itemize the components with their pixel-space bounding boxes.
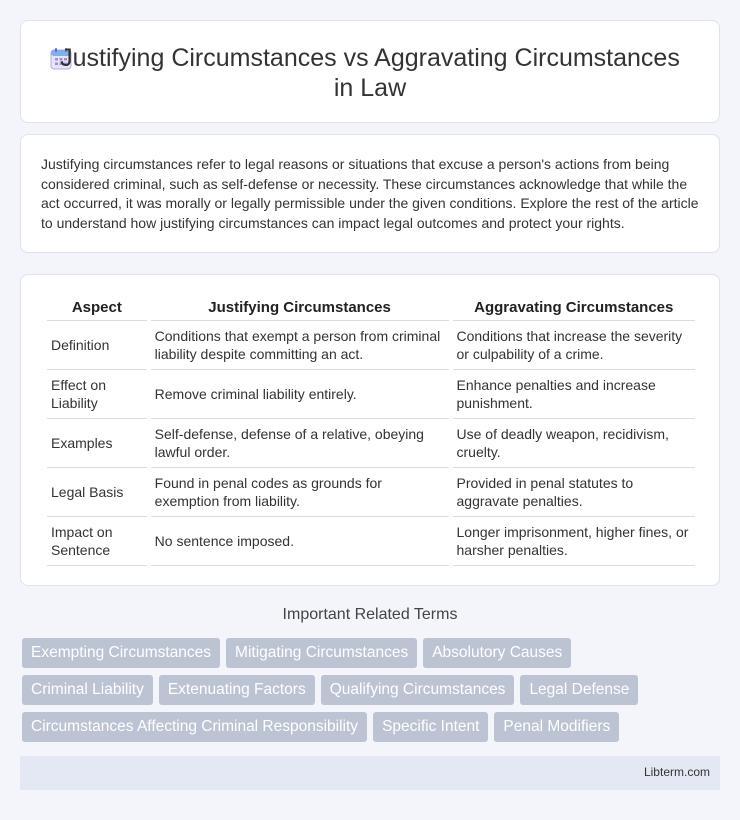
cell-justifying: Conditions that exempt a person from criminal liability despite committing an act. bbox=[151, 321, 449, 370]
comparison-card bbox=[20, 274, 720, 586]
related-terms-title: Important Related Terms bbox=[282, 606, 458, 623]
related-term-tag[interactable]: Circumstances Affecting Criminal Responsibility bbox=[22, 712, 367, 742]
related-term-tag[interactable]: Qualifying Circumstances bbox=[321, 675, 515, 705]
header-justifying: Justifying Circumstances bbox=[151, 295, 449, 321]
cell-aspect: Impact on Sentence bbox=[47, 517, 147, 566]
cell-aggravating: Use of deadly weapon, recidivism, cruelty. bbox=[453, 419, 696, 468]
related-term-tag[interactable]: Exempting Circumstances bbox=[22, 638, 220, 668]
cell-justifying: Found in penal codes as grounds for exemption from liability. bbox=[151, 468, 449, 517]
cell-justifying: Remove criminal liability entirely. bbox=[151, 370, 449, 419]
table-row bbox=[47, 419, 695, 468]
cell-aspect: Examples bbox=[47, 419, 147, 468]
comparison-table bbox=[43, 295, 699, 566]
cell-justifying: Self-defense, defense of a relative, obeying lawful order. bbox=[151, 419, 449, 468]
footer bbox=[20, 756, 720, 790]
header-aspect: Aspect bbox=[47, 295, 147, 321]
cell-aspect: Effect on Liability bbox=[47, 370, 147, 419]
page-title: Justifying Circumstances vs Aggravating Circumstances in Law bbox=[60, 44, 680, 102]
related-term-tag[interactable]: Mitigating Circumstances bbox=[226, 638, 417, 668]
related-term-tag[interactable]: Specific Intent bbox=[373, 712, 488, 742]
table-row bbox=[47, 468, 695, 517]
table-row bbox=[47, 321, 695, 370]
related-term-tag[interactable]: Absolutory Causes bbox=[423, 638, 571, 668]
header-aggravating: Aggravating Circumstances bbox=[453, 295, 696, 321]
header-card bbox=[20, 20, 720, 123]
related-term-tag[interactable]: Extenuating Factors bbox=[159, 675, 315, 705]
cell-justifying: No sentence imposed. bbox=[151, 517, 449, 566]
cell-aspect: Definition bbox=[47, 321, 147, 370]
table-row bbox=[47, 370, 695, 419]
intro-text: Justifying circumstances refer to legal reasons or situations that excuse a person's actions from being considered criminal, such as self-defense or necessity. These circumstances acknowledge that while the act occurred, it was morally or legally permissible under the given conditions. Explore the rest of the article to understand how justifying circumstances can impact legal outcomes and protect your rights. bbox=[41, 156, 699, 231]
intro-card bbox=[20, 134, 720, 253]
related-terms-list bbox=[22, 638, 702, 742]
cell-aggravating: Enhance penalties and increase punishment. bbox=[453, 370, 696, 419]
cell-aggravating: Longer imprisonment, higher fines, or harsher penalties. bbox=[453, 517, 696, 566]
cell-aggravating: Conditions that increase the severity or culpability of a crime. bbox=[453, 321, 696, 370]
table-row bbox=[47, 517, 695, 566]
site-credit[interactable]: Libterm.com bbox=[643, 765, 710, 779]
table-header-row bbox=[47, 295, 695, 321]
related-term-tag[interactable]: Criminal Liability bbox=[22, 675, 153, 705]
related-term-tag[interactable]: Legal Defense bbox=[520, 675, 638, 705]
related-term-tag[interactable]: Penal Modifiers bbox=[494, 712, 619, 742]
cell-aspect: Legal Basis bbox=[47, 468, 147, 517]
cell-aggravating: Provided in penal statutes to aggravate penalties. bbox=[453, 468, 696, 517]
